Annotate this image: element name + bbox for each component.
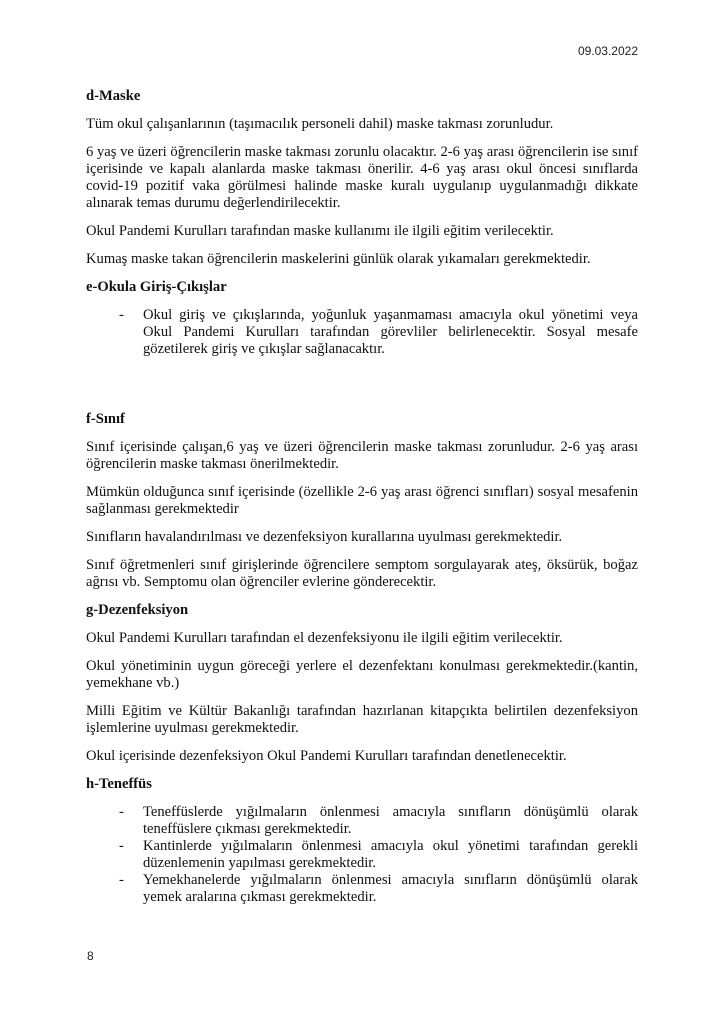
list-item bbox=[86, 804, 638, 838]
paragraph: Milli Eğitim ve Kültür Bakanlığı tarafından hazırlanan kitapçıkta belirtilen dezenfeksiyon işlemlerine uyulması gerekmektedir. bbox=[86, 703, 638, 736]
paragraph: Okul yönetiminin uygun göreceği yerlere el dezenfektanı konulması gerekmektedir.(kantin, yemekhane vb.) bbox=[86, 658, 638, 691]
paragraph: Tüm okul çalışanlarının (taşımacılık personeli dahil) maske takması zorunludur. bbox=[86, 116, 554, 132]
paragraph: Okul Pandemi Kurulları tarafından el dezenfeksiyonu ile ilgili eğitim verilecektir. bbox=[86, 630, 563, 646]
section-dezenfeksiyon bbox=[86, 602, 638, 765]
list-item-text: Kantinlerde yığılmaların önlenmesi amacıyla okul yönetimi tarafından gerekli düzenlemenin yapılması gerekmektedir. bbox=[143, 838, 638, 871]
dash-bullet-icon: - bbox=[119, 804, 124, 820]
page-number: 8 bbox=[87, 949, 94, 963]
section-teneffus bbox=[86, 776, 638, 906]
dash-bullet-icon: - bbox=[119, 307, 124, 323]
section-maske bbox=[86, 88, 638, 268]
section-sinif bbox=[86, 411, 638, 591]
blank-space bbox=[86, 358, 638, 411]
paragraph: Mümkün olduğunca sınıf içerisinde (özellikle 2-6 yaş arası öğrenci sınıfları) sosyal mesafenin sağlanması gerekmektedir bbox=[86, 484, 638, 517]
paragraph: Okul Pandemi Kurulları tarafından maske kullanımı ile ilgili eğitim verilecektir. bbox=[86, 223, 554, 239]
section-heading-okula-giris-cikislar: e-Okula Giriş-Çıkışlar bbox=[86, 279, 227, 295]
document-body bbox=[86, 88, 638, 906]
paragraph: Okul içerisinde dezenfeksiyon Okul Pandemi Kurulları tarafından denetlenecektir. bbox=[86, 748, 567, 764]
list-item-text: Teneffüslerde yığılmaların önlenmesi amacıyla sınıfların dönüşümlü olarak teneffüslere çıkması gerekmektedir. bbox=[143, 804, 638, 837]
header-date: 09.03.2022 bbox=[577, 44, 638, 58]
list-item bbox=[86, 838, 638, 872]
dash-bullet-icon: - bbox=[119, 838, 124, 854]
section-heading-sinif: f-Sınıf bbox=[86, 411, 125, 427]
paragraph: Kumaş maske takan öğrencilerin maskelerini günlük olarak yıkamaları gerekmektedir. bbox=[86, 251, 591, 267]
list-item-text: Yemekhanelerde yığılmaların önlenmesi amacıyla sınıfların dönüşümlü olarak yemek aralarına çıkması gerekmektedir. bbox=[143, 872, 638, 905]
paragraph: Sınıfların havalandırılması ve dezenfeksiyon kurallarına uyulması gerekmektedir. bbox=[86, 529, 563, 545]
list-item bbox=[86, 307, 638, 358]
section-heading-maske: d-Maske bbox=[86, 88, 141, 104]
paragraph: Sınıf öğretmenleri sınıf girişlerinde öğrencilere semptom sorgulayarak ateş, öksürük, boğaz ağrısı vb. Semptomu olan öğrenciler evlerine gönderecektir. bbox=[86, 557, 638, 590]
section-heading-dezenfeksiyon: g-Dezenfeksiyon bbox=[86, 602, 189, 618]
bullet-list bbox=[86, 307, 638, 358]
bullet-list bbox=[86, 804, 638, 906]
paragraph: Sınıf içerisinde çalışan,6 yaş ve üzeri öğrencilerin maske takması zorunludur. 2-6 yaş arası öğrencilerin maske takması önerilmektedir. bbox=[86, 439, 638, 472]
list-item bbox=[86, 872, 638, 906]
paragraph: 6 yaş ve üzeri öğrencilerin maske takması zorunlu olacaktır. 2-6 yaş arası öğrencilerin ise sınıf içerisinde ve kapalı alanlarda maske takması önerilir. 4-6 yaş arası okul öncesi sınıflarda covid-19 pozitif vaka görülmesi halinde maske kuralı uygulanıp uygulanmadığı dikkate alınarak temas durumu değerlendirilecektir. bbox=[86, 144, 638, 211]
section-okula-giris-cikislar bbox=[86, 279, 638, 358]
section-heading-teneffus: h-Teneffüs bbox=[86, 776, 152, 792]
list-item-text: Okul giriş ve çıkışlarında, yoğunluk yaşanmaması amacıyla okul yönetimi veya Okul Pandemi Kurulları tarafından görevliler belirlenecektir. Sosyal mesafe gözetilerek giriş ve çıkışlar sağlanacaktır. bbox=[143, 307, 638, 357]
dash-bullet-icon: - bbox=[119, 872, 124, 888]
